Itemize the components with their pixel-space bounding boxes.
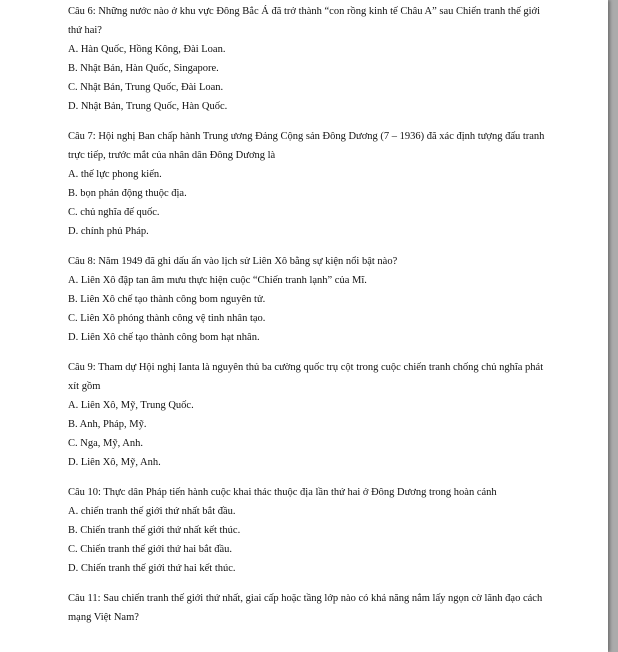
question-11 [68,589,548,627]
question-10 [68,483,548,578]
option-a: A. Hàn Quốc, Hồng Kông, Đài Loan. [68,44,226,55]
option-c: C. Chiến tranh thế giới thứ hai bắt đầu. [68,544,233,555]
option-a: A. chiến tranh thế giới thứ nhất bắt đầu. [68,506,236,517]
option-d: D. Chiến tranh thế giới thứ hai kết thúc. [68,563,236,574]
question-text: Câu 9: Tham dự Hội nghị Ianta là nguyên thủ ba cường quốc trụ cột trong cuộc chiến tranh chống chủ nghĩa phát xít gồm [68,362,544,392]
question-7 [68,127,548,241]
option-d: D. chính phủ Pháp. [68,226,149,237]
question-text: Câu 10: Thực dân Pháp tiến hành cuộc khai thác thuộc địa lần thứ hai ở Đông Dương trong hoàn cảnh [68,487,497,498]
option-b: B. Anh, Pháp, Mỹ. [68,419,147,430]
option-b: B. Nhật Bản, Hàn Quốc, Singapore. [68,63,219,74]
option-a: A. Liên Xô, Mỹ, Trung Quốc. [68,400,194,411]
question-text: Câu 11: Sau chiến tranh thế giới thứ nhất, giai cấp hoặc tầng lớp nào có khả năng nắm lấy ngọn cờ lãnh đạo cách mạng Việt Nam? [68,593,543,623]
option-d: D. Nhật Bản, Trung Quốc, Hàn Quốc. [68,101,228,112]
question-text: Câu 8: Năm 1949 đã ghi dấu ấn vào lịch sử Liên Xô bằng sự kiện nổi bật nào? [68,256,398,267]
question-6 [68,2,548,116]
option-c: C. Nhật Bản, Trung Quốc, Đài Loan. [68,82,224,93]
option-b: B. bọn phản động thuộc địa. [68,188,187,199]
question-text: Câu 7: Hội nghị Ban chấp hành Trung ương Đảng Cộng sản Đông Dương (7 – 1936) đã xác định tượng đấu tranh trực tiếp, trước mắt của nhân dân Đông Dương là [68,131,545,161]
option-c: C. Nga, Mỹ, Anh. [68,438,143,449]
option-c: C. chủ nghĩa đế quốc. [68,207,160,218]
document-content [68,2,548,638]
option-b: B. Chiến tranh thế giới thứ nhất kết thúc. [68,525,241,536]
option-b: B. Liên Xô chế tạo thành công bom nguyên tử. [68,294,266,305]
option-a: A. thế lực phong kiến. [68,169,162,180]
option-a: A. Liên Xô đập tan âm mưu thực hiện cuộc “Chiến tranh lạnh” của Mĩ. [68,275,367,286]
option-c: C. Liên Xô phóng thành công vệ tinh nhân tạo. [68,313,266,324]
option-d: D. Liên Xô, Mỹ, Anh. [68,457,161,468]
option-d: D. Liên Xô chế tạo thành công bom hạt nhân. [68,332,260,343]
question-8 [68,252,548,347]
question-9 [68,358,548,472]
question-text: Câu 6: Những nước nào ở khu vực Đông Bắc Á đã trở thành “con rồng kinh tế Châu A” sau Chiến tranh thế giới thứ hai? [68,6,541,36]
